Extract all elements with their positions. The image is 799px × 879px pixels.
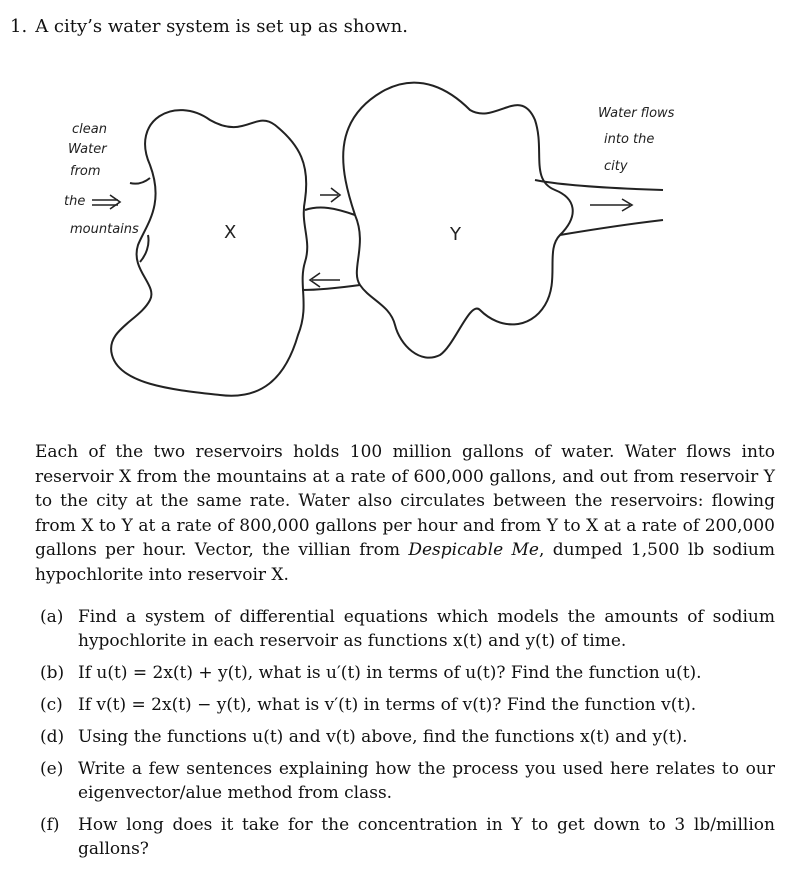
question-text: If v(t) = 2x(t) − y(t), what is v′(t) in terms of v(t)? Find the function v(t). (78, 695, 697, 715)
reservoir-y-label: Y (450, 224, 461, 245)
label-the: the (64, 194, 86, 209)
reservoir-y-outline (343, 83, 573, 358)
question-label: (d) (40, 727, 65, 747)
label-water: Water (68, 142, 107, 157)
arrow-into-x-icon (92, 195, 120, 209)
question-text: How long does it take for the concentration in Y to get down to 3 lb/million gallons? (78, 815, 775, 859)
paragraph-text-1: Each of the two reservoirs holds 100 million gallons of water. Water flows into reservoir X from the mountains at a rate of 600,000 gallons, and out from reservoir Y to the city at the same rate. Water also circulates between the reservoirs: flowing from X to Y at a rate of 800,000 gallons per hour and from Y to X at a rate of 200,000 gallons per hour. Vector, the villian from (35, 442, 775, 560)
label-mountains: mountains (70, 222, 139, 237)
question-text: If u(t) = 2x(t) + y(t), what is u′(t) in terms of u(t)? Find the function u(t). (78, 663, 702, 683)
question-label: (f) (40, 815, 60, 835)
label-into-the: into the (604, 132, 655, 147)
question-label: (b) (40, 663, 65, 683)
question-item (40, 725, 775, 749)
problem-paragraph (35, 440, 775, 587)
outflow-pipe-top (535, 180, 663, 190)
question-label: (a) (40, 607, 64, 627)
label-water-flows: Water flows (598, 106, 675, 121)
problem-statement: A city’s water system is set up as shown. (35, 16, 408, 37)
label-from: from (70, 164, 101, 179)
movie-title: Despicable Me (408, 540, 539, 560)
reservoir-x-label: X (224, 222, 237, 243)
question-item (40, 813, 775, 861)
outflow-pipe-bottom (560, 220, 663, 235)
question-item (40, 693, 775, 717)
channel-top (305, 208, 355, 215)
arrow-y-to-x-icon (310, 273, 340, 287)
question-text: Write a few sentences explaining how the process you used here relates to our eigenvector/alue method from class. (78, 759, 775, 803)
arrow-x-to-y-icon (320, 188, 340, 202)
label-city: city (604, 159, 628, 174)
question-label: (e) (40, 759, 64, 779)
inflow-pipe-top (130, 178, 150, 184)
question-list (40, 605, 775, 869)
question-text: Find a system of differential equations which models the amounts of sodium hypochlorite in each reservoir as functions x(t) and y(t) of time. (78, 607, 775, 651)
question-label: (c) (40, 695, 63, 715)
problem-number: 1. (10, 16, 28, 37)
question-item (40, 605, 775, 653)
arrow-into-city-icon (590, 199, 632, 211)
label-clean: clean (72, 122, 107, 137)
question-item (40, 661, 775, 685)
question-text: Using the functions u(t) and v(t) above, find the functions x(t) and y(t). (78, 727, 688, 747)
reservoir-x-outline (111, 110, 307, 396)
question-item (40, 757, 775, 805)
channel-bottom (302, 285, 360, 290)
paragraph-text-2: , dumped 1,500 lb sodium hypochlorite into reservoir X. (35, 540, 775, 585)
